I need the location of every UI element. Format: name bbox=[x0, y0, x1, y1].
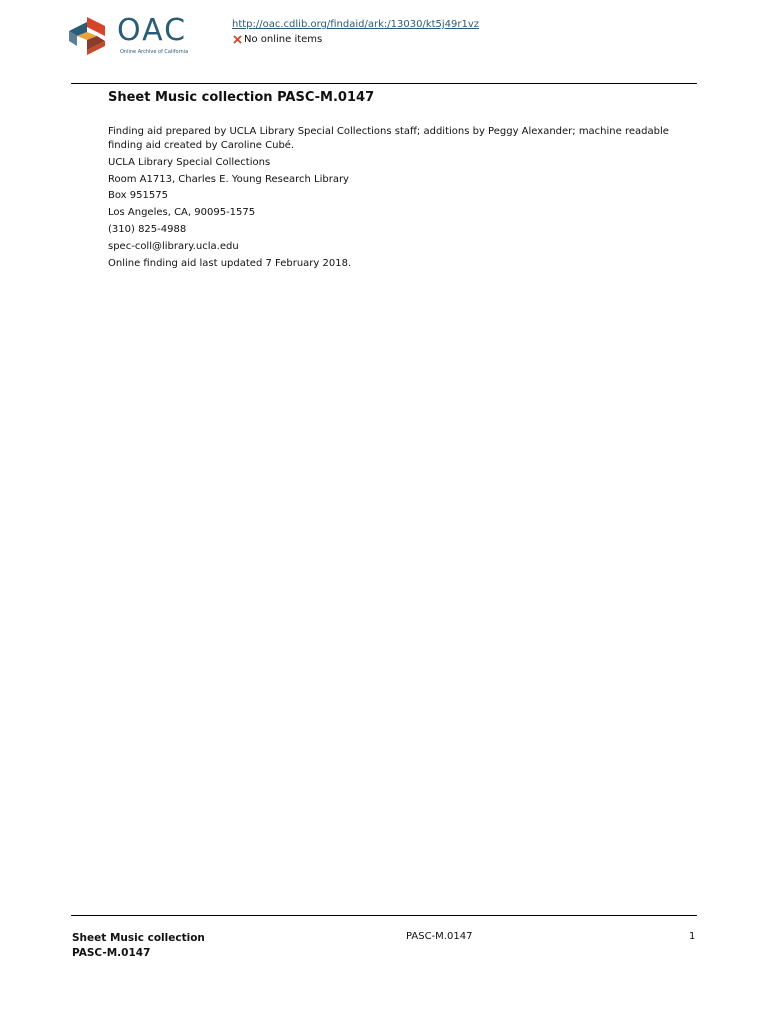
footer-title bbox=[72, 931, 205, 961]
header-divider bbox=[71, 83, 697, 84]
contact-information bbox=[108, 125, 698, 273]
logo-subtitle: Online Archive of California bbox=[120, 49, 189, 55]
finding-aid-permalink[interactable]: http://oac.cdlib.org/findaid/ark:/13030/kt5j49r1vz bbox=[232, 19, 480, 30]
footer-divider bbox=[71, 915, 697, 916]
online-items-status-text: No online items bbox=[244, 34, 323, 45]
address-city: Los Angeles, CA, 90095-1575 bbox=[108, 207, 256, 219]
address-box: Box 951575 bbox=[108, 190, 168, 202]
footer-title-line: Sheet Music collection bbox=[72, 932, 205, 944]
page-number: 1 bbox=[689, 931, 696, 942]
page-title: Sheet Music collection PASC-M.0147 bbox=[108, 90, 375, 105]
no-items-x-icon bbox=[232, 34, 243, 45]
logo-wordmark: OAC bbox=[117, 13, 188, 48]
email-address: spec-coll@library.ucla.edu bbox=[108, 240, 239, 252]
last-updated: Online finding aid last updated 7 February 2018. bbox=[108, 257, 352, 269]
footer-title-id: PASC-M.0147 bbox=[72, 947, 151, 959]
oac-logo[interactable] bbox=[69, 13, 199, 58]
address-room: Room A1713, Charles E. Young Research Library bbox=[108, 173, 349, 185]
preparer-statement: Finding aid prepared by UCLA Library Special Collections staff; additions by Peggy Alexander; machine readable finding aid created by Caroline Cubé. bbox=[108, 126, 669, 151]
online-items-status bbox=[232, 34, 322, 45]
phone-number: (310) 825-4988 bbox=[108, 223, 187, 235]
oac-logo-icon bbox=[69, 17, 106, 55]
footer-collection-id: PASC-M.0147 bbox=[406, 931, 473, 942]
page-header bbox=[0, 0, 768, 84]
repository-name: UCLA Library Special Collections bbox=[108, 156, 271, 168]
